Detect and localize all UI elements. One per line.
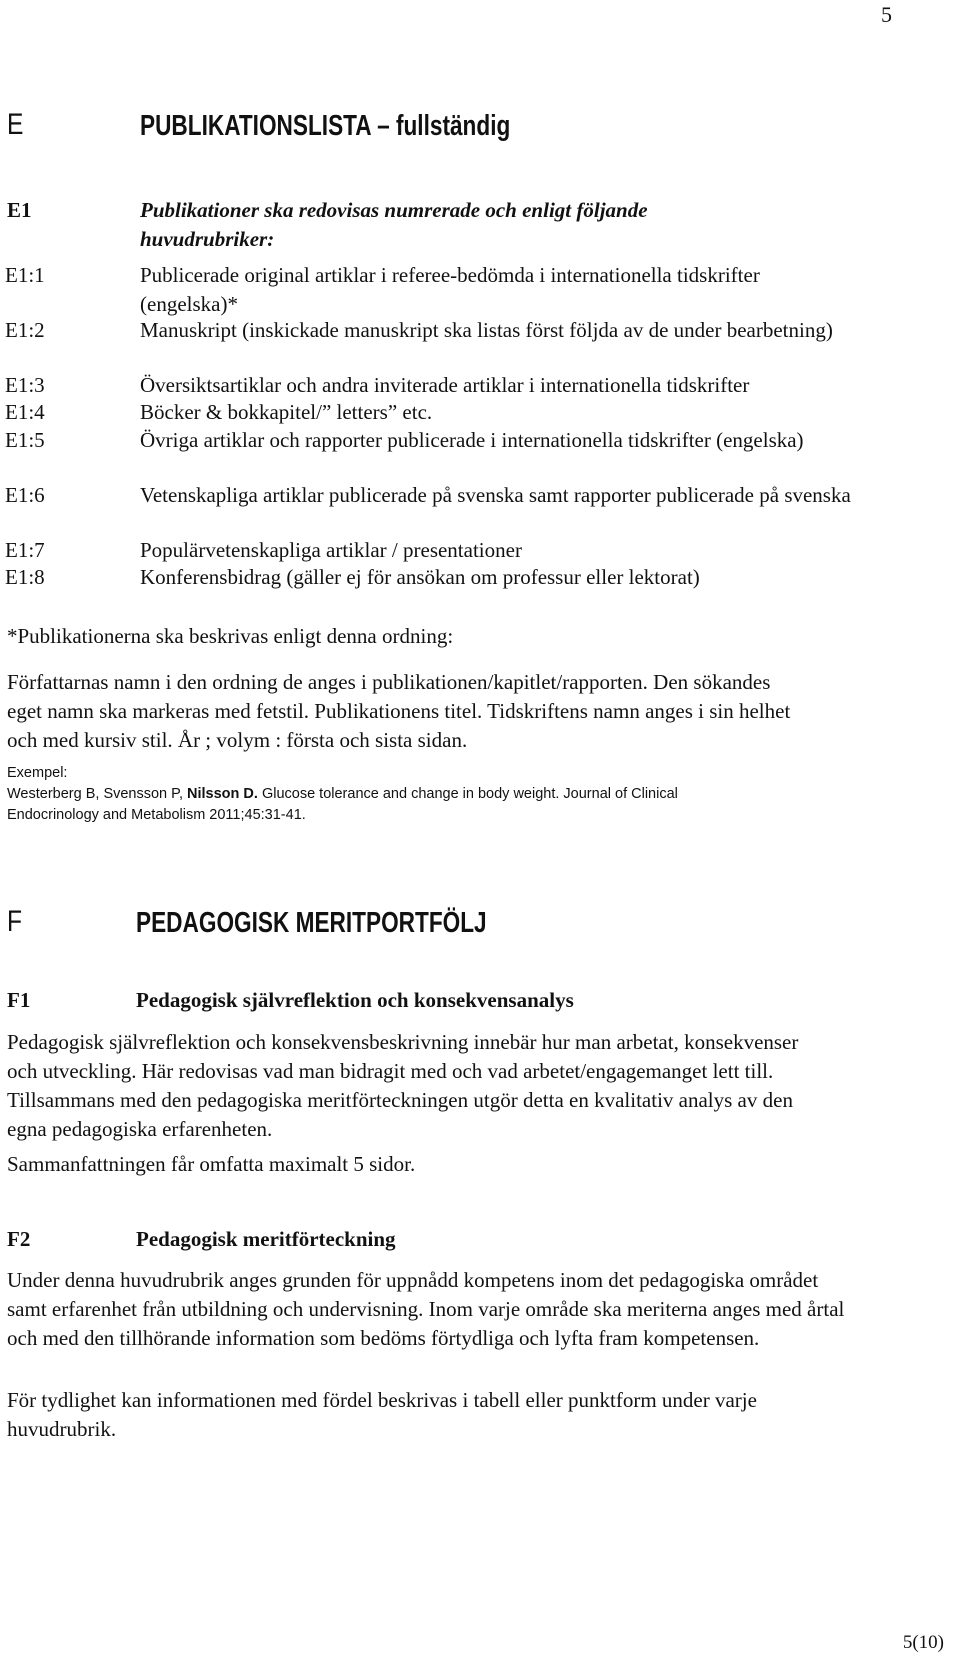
e-row-code: E1:8	[5, 565, 45, 589]
e-row-text: Populärvetenskapliga artiklar / presentationer	[140, 538, 522, 562]
e-row-text: Böcker & bokkapitel/” letters” etc.	[140, 400, 433, 424]
example-rest: Glucose tolerance and change in body weight. Journal of Clinical Endocrinology and Metabolism 2011;45:31-41.	[7, 786, 678, 823]
f1-paragraph-2: Sammanfattningen får omfatta maximalt 5 sidor.	[7, 1152, 416, 1176]
section-f-letter: F	[7, 905, 23, 938]
e-row-text: Övriga artiklar och rapporter publicerade i internationella tidskrifter (engelska)	[140, 428, 804, 452]
e-row-code: E1:4	[5, 400, 45, 424]
f2-code: F2	[7, 1227, 31, 1251]
e-row-code: E1	[7, 198, 32, 222]
e-row-code: E1:7	[5, 538, 45, 562]
page-number-top: 5	[881, 2, 892, 27]
f1-code: F1	[7, 988, 31, 1012]
example-authors: Westerberg B, Svensson P,	[7, 786, 188, 802]
e-row-text: Vetenskapliga artiklar publicerade på svenska samt rapporter publicerade på svenska	[140, 483, 851, 507]
f2-title: Pedagogisk meritförteckning	[136, 1227, 396, 1251]
section-e-title: PUBLIKATIONSLISTA – fullständig	[140, 110, 511, 142]
e-row-code: E1:5	[5, 428, 45, 452]
example-author-bold: Nilsson D.	[187, 786, 258, 802]
e-row-code: E1:3	[5, 373, 45, 397]
section-f-title: PEDAGOGISK MERITPORTFÖLJ	[136, 907, 487, 939]
page-number-bottom: 5(10)	[902, 1632, 944, 1653]
f2-paragraph-2: För tydlighet kan informationen med fördel beskrivas i tabell eller punktform under varje huvudrubrik.	[7, 1388, 757, 1441]
e-row-code: E1:2	[5, 318, 45, 342]
e-row-text: Konferensbidrag (gäller ej för ansökan om professur eller lektorat)	[140, 565, 700, 589]
publication-instruction: Författarnas namn i den ordning de anges i publikationen/kapitlet/rapporten. Den sökandes eget namn ska markeras med fetstil. Publikationens titel. Tidskriftens namn anges i sin helhet och med kursiv stil. År ; volym : första och sista sidan.	[7, 670, 791, 752]
example-label: Exempel:	[7, 765, 68, 781]
f1-paragraph-1: Pedagogisk självreflektion och konsekvensbeskrivning innebär hur man arbetat, konsekvenser och utveckling. Här redovisas vad man bidragit med och vad arbetet/engagemanget lett till. Tillsammans med den pedagogiska meritförteckningen utgör detta en kvalitativ analys av den egna pedagogiska erfarenheten.	[7, 1030, 799, 1141]
section-e-letter: E	[7, 108, 24, 141]
e-row-code: E1:6	[5, 483, 45, 507]
e-row-text: Översiktsartiklar och andra inviterade artiklar i internationella tidskrifter	[140, 373, 750, 397]
publication-footnote: *Publikationerna ska beskrivas enligt denna ordning:	[7, 624, 454, 648]
f1-title: Pedagogisk självreflektion och konsekvensanalys	[136, 988, 574, 1012]
f2-paragraph-1: Under denna huvudrubrik anges grunden för uppnådd kompetens inom det pedagogiska området samt erfarenhet från utbildning och undervisning. Inom varje område ska meriterna anges med årtal och med den tillhörande information som bedöms förtydliga och lyfta fram kompetensen.	[7, 1268, 845, 1350]
e-row-text: Publikationer ska redovisas numrerade och enligt följande huvudrubriker:	[140, 198, 648, 251]
example-citation	[7, 784, 767, 826]
e-row-text: Manuskript (inskickade manuskript ska listas först följda av de under bearbetning)	[140, 318, 833, 342]
e-row-code: E1:1	[5, 263, 45, 287]
e-row-text: Publicerade original artiklar i referee-bedömda i internationella tidskrifter (engelska)*	[140, 263, 760, 316]
